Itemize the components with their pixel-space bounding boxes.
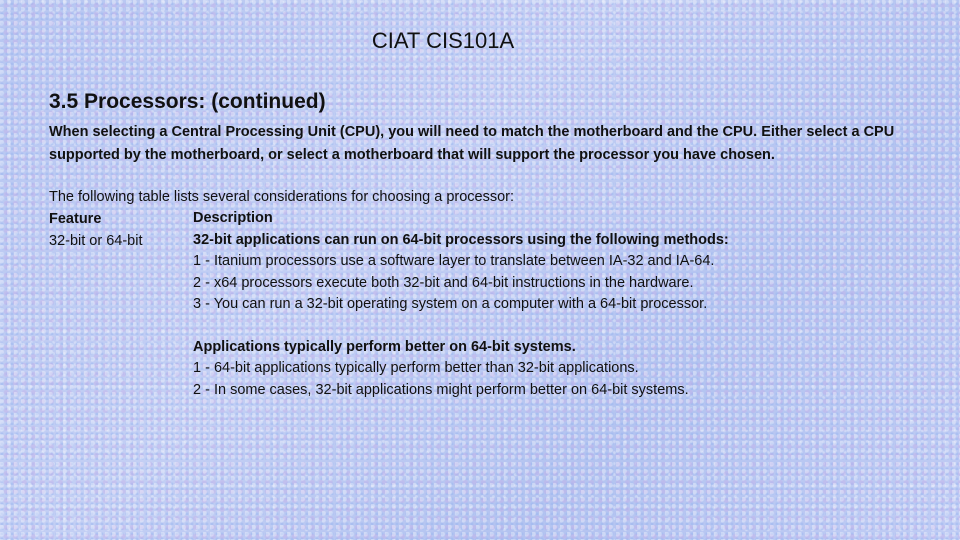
- description-header: Description: [193, 210, 273, 226]
- slide-header: CIAT CIS101A: [371, 28, 515, 53]
- table-lead-text: The following table lists several considerations for choosing a processor:: [49, 189, 515, 205]
- group1-item: 1 - Itanium processors use a software layer to translate between IA-32 and IA-64.: [193, 253, 715, 269]
- slide-title: 3.5 Processors: (continued): [49, 90, 326, 113]
- feature-header: Feature: [49, 211, 102, 227]
- group2-heading: Applications typically perform better on 64-bit systems.: [193, 338, 576, 355]
- group1-heading: 32-bit applications can run on 64-bit processors using the following methods:: [193, 231, 729, 248]
- group2-item: 2 - In some cases, 32-bit applications might perform better on 64-bit systems.: [193, 381, 689, 398]
- spacer: [193, 316, 933, 337]
- group2-item: 1 - 64-bit applications typically perform better than 32-bit applications.: [193, 360, 639, 376]
- group1-item: 3 - You can run a 32-bit operating system on a computer with a 64-bit processor.: [193, 296, 708, 312]
- description-column: [193, 208, 933, 401]
- feature-column: [49, 208, 189, 252]
- intro-paragraph: When selecting a Central Processing Unit (CPU), you will need to match the motherboard and the CPU. Either select a CPU supported by the motherboard, or select a motherboard that will support the processor you have chosen.: [49, 124, 895, 163]
- feature-cell: 32-bit or 64-bit: [49, 233, 143, 249]
- group1-item: 2 - x64 processors execute both 32-bit and 64-bit instructions in the hardware.: [193, 274, 694, 291]
